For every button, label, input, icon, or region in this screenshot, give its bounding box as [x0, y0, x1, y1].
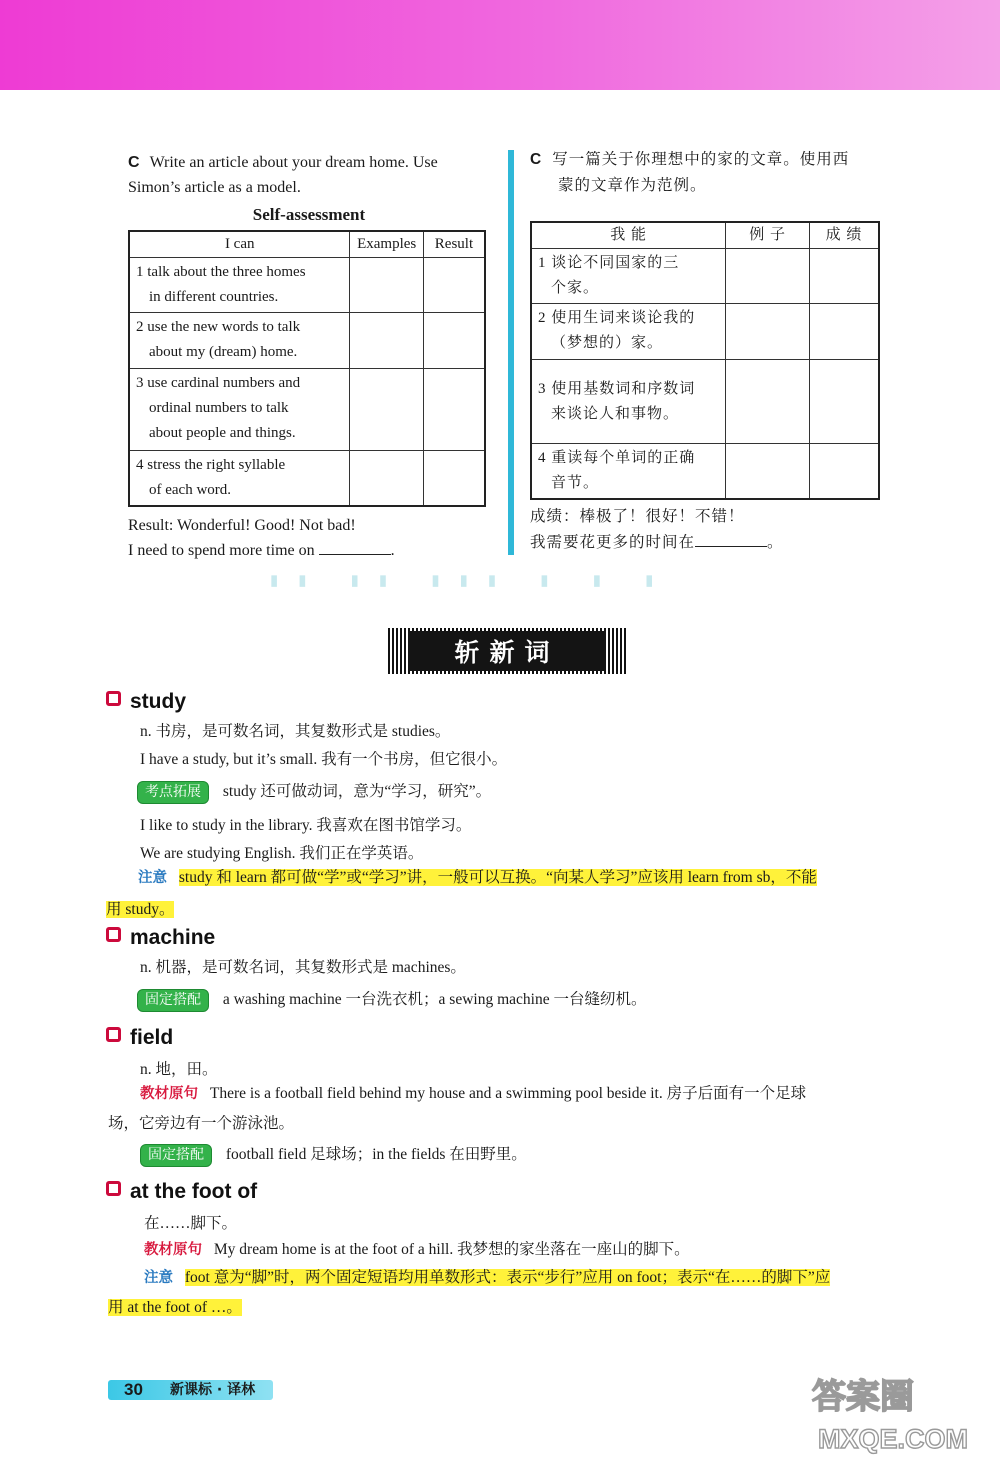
zh-row-2-text: [531, 304, 726, 360]
row-3-line2: ordinal numbers to talk: [149, 400, 289, 416]
header-examples: Examples: [350, 231, 423, 258]
foot-note-line2: [108, 1296, 242, 1320]
section-letter-zh: C: [530, 151, 543, 168]
zh-row-3-text: [531, 360, 726, 444]
watermark-top-text: 答案圈: [812, 1377, 914, 1417]
table-row: [129, 369, 485, 451]
faint-decorative-strip: ▮▮ ▮▮ ▮▮▮ ▮ ▮ ▮: [270, 572, 674, 589]
zh-row-2-line2: （梦想的）家。: [551, 335, 664, 351]
table-row: [531, 304, 879, 360]
result-line-en: Result: Wonderful! Good! Not bad!: [128, 517, 356, 534]
section-title: 斩新词: [408, 631, 606, 671]
row-2-examples-cell[interactable]: [350, 313, 423, 369]
zh-row-4-result-cell[interactable]: [810, 444, 880, 500]
instruction-en: [128, 150, 490, 200]
table-row: [531, 360, 879, 444]
study-extension-text: study 还可做动词，意为“学习，研究”。: [222, 783, 492, 800]
table-row: [531, 444, 879, 500]
bullet-icon: [106, 691, 121, 706]
tag-zhuyi: 注意: [138, 870, 167, 886]
row-1-line1: 1 talk about the three homes: [136, 264, 306, 280]
header-wo-neng: 我 能: [531, 222, 726, 249]
entry-heading-field: [106, 1026, 173, 1050]
study-definition: n. 书房，是可数名词，其复数形式是 studies。: [140, 723, 451, 740]
machine-collocation: [137, 988, 646, 1012]
tag-zhuyi: 注意: [144, 1270, 173, 1286]
chinese-exercise-column: [530, 147, 890, 556]
header-result: Result: [423, 231, 485, 258]
machine-definition: n. 机器，是可数名词，其复数形式是 machines。: [140, 959, 466, 976]
table-row: [129, 313, 485, 369]
field-definition: n. 地，田。: [140, 1061, 218, 1078]
self-assessment-table-zh: [530, 221, 880, 500]
tag-kaodian-tuozhan: 考点拓展: [137, 781, 209, 804]
instruction-zh-line2: 蒙的文章作为范例。: [558, 177, 707, 194]
self-assessment-table-en: [128, 230, 486, 507]
zh-row-3-result-cell[interactable]: [810, 360, 880, 444]
entry-heading-study: [106, 690, 186, 714]
foot-textbook: [144, 1238, 690, 1262]
foot-note-text-1: foot 意为“脚”时，两个固定短语均用单数形式：表示“步行”应用 on foot；表示“在……的脚下”应: [184, 1269, 831, 1286]
zh-row-3-line2: 来谈论人和事物。: [551, 405, 680, 422]
row-4-line1: 4 stress the right syllable: [136, 457, 286, 473]
entry-word-foot: at the foot of: [130, 1180, 258, 1203]
foot-textbook-text: My dream home is at the foot of a hill. 我梦想的家坐落在一座山的脚下。: [213, 1241, 690, 1258]
field-collocation: [140, 1143, 527, 1167]
section-title-banner: [388, 628, 626, 674]
book-title: 新课标 · 译林: [170, 1382, 256, 1398]
field-textbook-line2: 场，它旁边有一个游泳池。: [108, 1115, 295, 1132]
header-li-zi: 例 子: [726, 222, 810, 249]
entry-word-field: field: [130, 1026, 174, 1049]
field-collocation-text: football field 足球场；in the fields 在田野里。: [225, 1146, 527, 1163]
table-row: [129, 258, 485, 313]
tag-jiaocai-yuanju: 教材原句: [140, 1086, 198, 1102]
study-note-text-2: 用 study。: [106, 901, 175, 918]
page-number: 30: [124, 1380, 143, 1399]
zh-row-2-line1: 2 使用生词来谈论我的: [538, 310, 696, 326]
table-row: [531, 249, 879, 304]
zh-row-1-text: [531, 249, 726, 304]
spend-text-en: I need to spend more time on: [128, 542, 315, 559]
zh-row-1-result-cell[interactable]: [810, 249, 880, 304]
study-example-3: We are studying English. 我们正在学英语。: [140, 845, 424, 862]
row-1-text: [129, 258, 350, 313]
table-row: [129, 451, 485, 507]
column-divider: [508, 150, 514, 555]
result-line-zh: 成绩：棒极了！很好！不错！: [530, 508, 745, 525]
english-exercise-column: [128, 150, 490, 563]
study-example-1: I have a study, but it’s small. 我有一个书房，但它很小。: [140, 751, 508, 768]
row-3-line3: about people and things.: [149, 425, 296, 441]
row-2-line2: about my (dream) home.: [149, 344, 298, 360]
tag-guding-dapei: 固定搭配: [140, 1144, 212, 1167]
zh-row-4-examples-cell[interactable]: [726, 444, 810, 500]
foot-definition: 在……脚下。: [144, 1215, 238, 1232]
answer-blank-en[interactable]: [319, 538, 391, 555]
spend-line-zh: [530, 530, 890, 556]
zh-row-1-line2: 个家。: [551, 280, 600, 296]
row-2-text: [129, 313, 350, 369]
row-3-examples-cell[interactable]: [350, 369, 423, 451]
spend-text-zh: 我需要花更多的时间在: [530, 534, 696, 551]
section-letter-en: C: [128, 154, 140, 171]
table-header-row: [531, 222, 879, 249]
field-textbook-text-1: There is a football field behind my house and a swimming pool beside it. 房子后面有一个足球: [209, 1085, 807, 1102]
row-4-text: [129, 451, 350, 507]
study-extension: [137, 780, 491, 804]
row-1-line2: in different countries.: [149, 289, 279, 305]
spend-line-en: I need to spend more time on .: [128, 538, 490, 563]
study-note-line1: [138, 866, 817, 890]
table-header-row: [129, 231, 485, 258]
header-cheng-ji: 成 绩: [810, 222, 880, 249]
zh-row-1-line1: 1 谈论不同国家的三: [538, 255, 680, 271]
row-3-text: [129, 369, 350, 451]
instruction-en-line1: Write an article about your dream home. Use: [149, 154, 438, 171]
study-note-line2: [106, 898, 174, 922]
instruction-zh: [530, 147, 890, 199]
zh-row-3-examples-cell[interactable]: [726, 360, 810, 444]
zh-row-4-line2: 音节。: [551, 475, 600, 491]
entry-word-machine: machine: [130, 926, 216, 949]
machine-collocation-text: a washing machine 一台洗衣机；a sewing machine 一台缝纫机。: [222, 991, 647, 1008]
answer-blank-zh[interactable]: [695, 530, 767, 547]
study-note-text-1: study 和 learn 都可做“学”或“学习”讲，一般可以互换。“向某人学习”应该用 learn from sb，不能: [178, 869, 817, 886]
tag-guding-dapei: 固定搭配: [137, 989, 209, 1012]
row-2-result-cell[interactable]: [423, 313, 485, 369]
bullet-icon: [106, 1181, 121, 1196]
top-color-band: [0, 0, 1000, 90]
row-2-line1: 2 use the new words to talk: [136, 319, 301, 335]
row-1-examples-cell[interactable]: [350, 258, 423, 313]
row-4-line2: of each word.: [149, 482, 232, 498]
row-3-result-cell[interactable]: [423, 369, 485, 451]
tag-jiaocai-yuanju: 教材原句: [144, 1242, 202, 1258]
instruction-en-line2: Simon’s article as a model.: [128, 179, 301, 196]
row-4-result-cell[interactable]: [423, 451, 485, 507]
self-assessment-title: Self-assessment: [252, 205, 366, 224]
zh-row-3-line1: 3 使用基数词和序数词: [538, 380, 696, 397]
zh-row-1-examples-cell[interactable]: [726, 249, 810, 304]
foot-note-line1: [144, 1266, 830, 1290]
zh-row-2-result-cell[interactable]: [810, 304, 880, 360]
bullet-icon: [106, 927, 121, 942]
field-textbook-line1: [140, 1082, 806, 1106]
study-example-2: I like to study in the library. 我喜欢在图书馆学习。: [140, 817, 472, 834]
instruction-zh-line1: 写一篇关于你理想中的家的文章。使用西: [552, 151, 850, 168]
spend-end-zh: 。: [767, 534, 784, 551]
watermark-logo: [806, 1368, 996, 1456]
entry-heading-foot: [106, 1180, 257, 1204]
zh-row-4-line1: 4 重读每个单词的正确: [538, 450, 696, 466]
bullet-icon: [106, 1027, 121, 1042]
entry-heading-machine: [106, 926, 215, 950]
row-4-examples-cell[interactable]: [350, 451, 423, 507]
zh-row-4-text: [531, 444, 726, 500]
watermark-bottom-text: MXQE.COM: [818, 1424, 969, 1454]
entry-word-study: study: [130, 690, 187, 713]
header-i-can: I can: [129, 231, 350, 258]
zh-row-2-examples-cell[interactable]: [726, 304, 810, 360]
foot-note-text-2: 用 at the foot of …。: [108, 1299, 242, 1316]
row-1-result-cell[interactable]: [423, 258, 485, 313]
row-3-line1: 3 use cardinal numbers and: [136, 375, 301, 391]
